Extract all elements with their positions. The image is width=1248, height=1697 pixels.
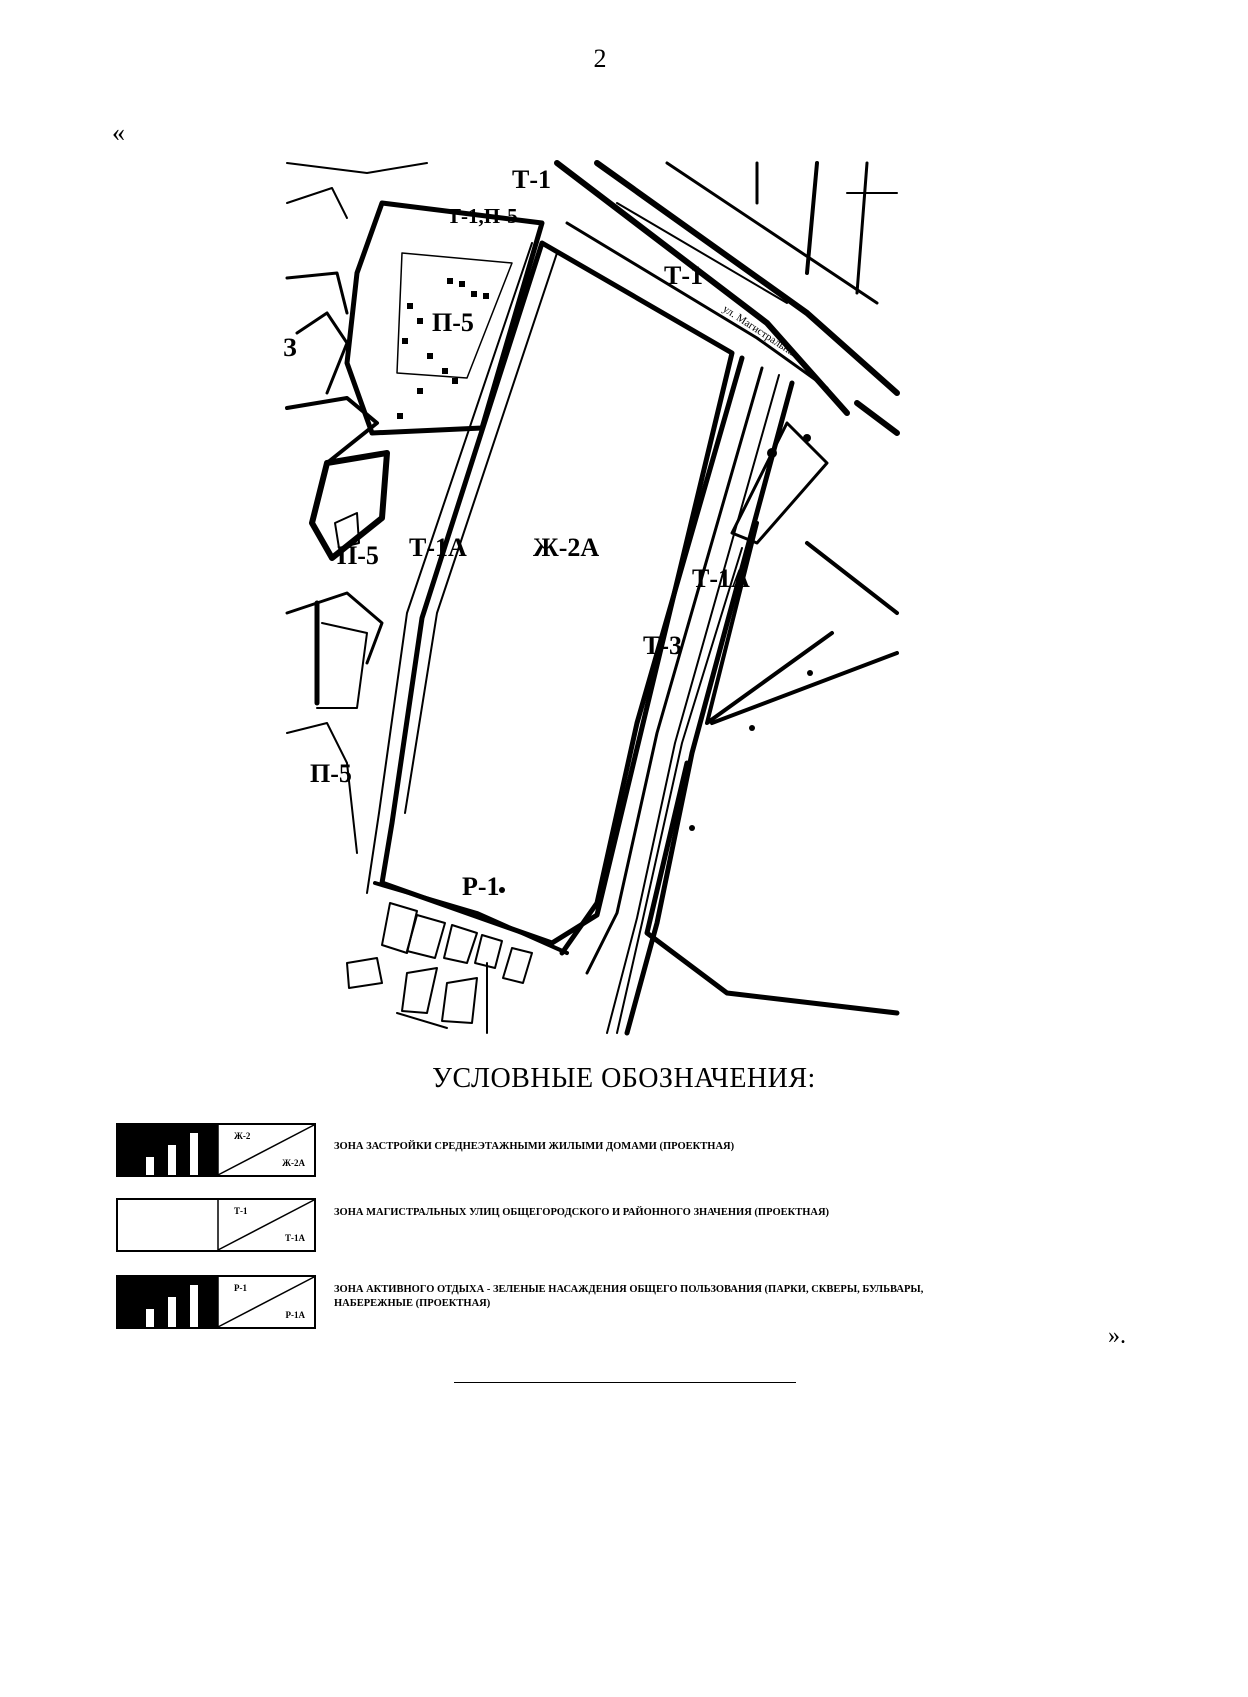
zone-label-t1-top: Т-1: [512, 165, 551, 194]
legend-code-zh2: Ж-2: [234, 1131, 251, 1141]
legend-item-r1: [116, 1275, 1166, 1333]
legend-swatch-r1: [116, 1275, 316, 1329]
legend-item-t1: [116, 1198, 1166, 1256]
zone-label-t1a-right: Т-1А: [692, 564, 750, 593]
legend-code-r1: Р-1: [234, 1283, 247, 1293]
street-label: ул. Магистральная: [720, 303, 801, 361]
map-drawing: [287, 163, 897, 1033]
legend-desc-zh2: ЗОНА ЗАСТРОЙКИ СРЕДНЕЭТАЖНЫМИ ЖИЛЫМИ ДОМАМИ (ПРОЕКТНАЯ): [334, 1141, 735, 1152]
zone-label-t3: Т-3: [643, 631, 682, 660]
page-number: 2: [593, 44, 607, 73]
legend-code-t1a: Т-1А: [285, 1233, 305, 1243]
zone-label-p5-mid: П-5: [337, 541, 379, 570]
zone-label-zh2a: Ж-2А: [533, 533, 600, 562]
closing-quote: ».: [1108, 1323, 1126, 1349]
legend-desc-t1: ЗОНА МАГИСТРАЛЬНЫХ УЛИЦ ОБЩЕГОРОДСКОГО И РАЙОННОГО ЗНАЧЕНИЯ (ПРОЕКТНАЯ): [334, 1207, 830, 1218]
zoning-map: [283, 163, 897, 1033]
legend-code-r1a: Р-1А: [285, 1310, 305, 1320]
separator-line: [454, 1382, 796, 1383]
legend-swatch-t1: [116, 1198, 316, 1252]
legend-code-t1: Т-1: [234, 1206, 248, 1216]
zone-label-p5-bottom: П-5: [310, 759, 352, 788]
zone-label-t1-right: Т-1: [664, 261, 703, 290]
legend-swatch-zh2: [116, 1123, 316, 1177]
zone-label-fragment: З: [283, 333, 297, 362]
legend-title: УСЛОВНЫЕ ОБОЗНАЧЕНИЯ:: [432, 1063, 816, 1094]
opening-quote: «: [112, 118, 125, 147]
zone-label-r1: Р-1: [462, 872, 500, 901]
zone-label-p5-top: П-5: [432, 308, 474, 337]
zone-label-t1a-left: Т-1А: [409, 533, 467, 562]
legend-code-zh2a: Ж-2А: [282, 1158, 305, 1168]
legend-desc-r1: ЗОНА АКТИВНОГО ОТДЫХА - ЗЕЛЕНЫЕ НАСАЖДЕНИЯ ОБЩЕГО ПОЛЬЗОВАНИЯ (ПАРКИ, СКВЕРЫ, БУЛЬВАРЫ, НАБЕРЕЖНЫЕ (ПРОЕКТНАЯ): [334, 1284, 924, 1310]
zone-label-t1-p5: Т-1,П-5: [447, 204, 518, 228]
legend-item-zh2: [116, 1123, 1166, 1181]
